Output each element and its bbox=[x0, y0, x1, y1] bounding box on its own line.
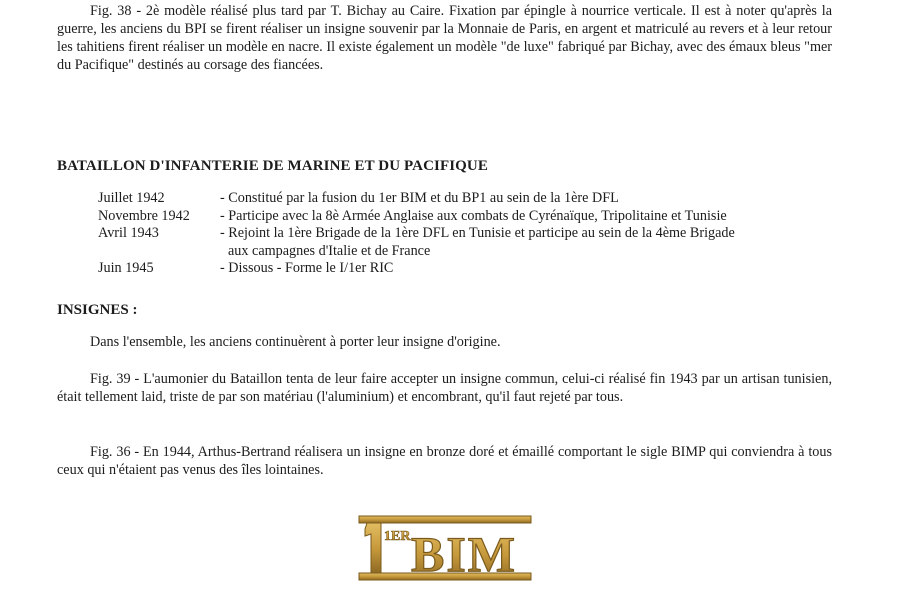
fig38-text: Fig. 38 - 2è modèle réalisé plus tard par T. Bichay au Caire. Fixation par épingle à nourrice verticale. Il est à noter qu'après la guerre, les anciens du BPI se firent réaliser un insigne souvenir par la Monnaie de Paris, en argent et matriculé au revers et à leur retour les tahitiens firent réaliser un modèle en nacre. Il existe également un modèle "de luxe" fabriqué par Bichay, avec des émaux bleus "mer du Pacifique" destinés au corsage des fiancées. bbox=[57, 3, 832, 73]
insignes-heading: INSIGNES : bbox=[57, 302, 138, 318]
chronology-text: - Participe avec la 8è Armée Anglaise aux combats de Cyrénaïque, Tripolitaine et Tunisie bbox=[220, 207, 727, 224]
chronology-text: - Rejoint la 1ère Brigade de la 1ère DFL en Tunisie et participe au sein de la 4ème Brigade bbox=[220, 225, 735, 241]
fig39-text: Fig. 39 - L'aumonier du Bataillon tenta de leur faire accepter un insigne commun, celui-ci réalisé fin 1943 par un artisan tunisien, était tellement laid, triste de par son matériau (l'aluminium) et encombrant, qu'il faut rejeté par tous. bbox=[57, 371, 832, 405]
chronology-text: aux campagnes d'Italie et de France bbox=[228, 242, 431, 259]
ensemble-paragraph bbox=[57, 333, 832, 351]
bim-insignia-image bbox=[357, 512, 533, 584]
fig36-paragraph bbox=[57, 443, 832, 479]
chronology-date: Juin 1945 bbox=[98, 260, 154, 276]
badge-numeral-one bbox=[365, 523, 381, 573]
chronology-date: Juillet 1942 bbox=[98, 190, 165, 206]
chronology-row bbox=[98, 208, 838, 226]
chronology-row bbox=[98, 225, 838, 243]
badge-prefix: 1ER bbox=[384, 529, 411, 544]
chronology-row bbox=[98, 260, 838, 278]
ensemble-text: Dans l'ensemble, les anciens continuèrent à porter leur insigne d'origine. bbox=[90, 334, 501, 350]
chronology-text: - Constitué par la fusion du 1er BIM et du BP1 au sein de la 1ère DFL bbox=[220, 190, 619, 206]
fig39-paragraph bbox=[57, 370, 832, 406]
chronology-row bbox=[98, 190, 838, 208]
fig38-paragraph bbox=[57, 2, 832, 74]
chronology-date: Novembre 1942 bbox=[98, 207, 190, 224]
badge-top-bar bbox=[359, 516, 531, 523]
chronology-row bbox=[98, 243, 838, 261]
chronology-text: - Dissous - Forme le I/1er RIC bbox=[220, 260, 394, 276]
fig36-text: Fig. 36 - En 1944, Arthus-Bertrand réalisera un insigne en bronze doré et émaillé comportant le sigle BIMP qui conviendra à tous ceux qui n'étaient pas venus des îles lointaines. bbox=[57, 444, 832, 478]
chronology-list bbox=[98, 190, 838, 278]
section-heading: BATAILLON D'INFANTERIE DE MARINE ET DU PACIFIQUE bbox=[57, 158, 488, 174]
badge-letters: BIM bbox=[411, 526, 517, 582]
chronology-date bbox=[98, 243, 220, 261]
chronology-date: Avril 1943 bbox=[98, 225, 159, 241]
